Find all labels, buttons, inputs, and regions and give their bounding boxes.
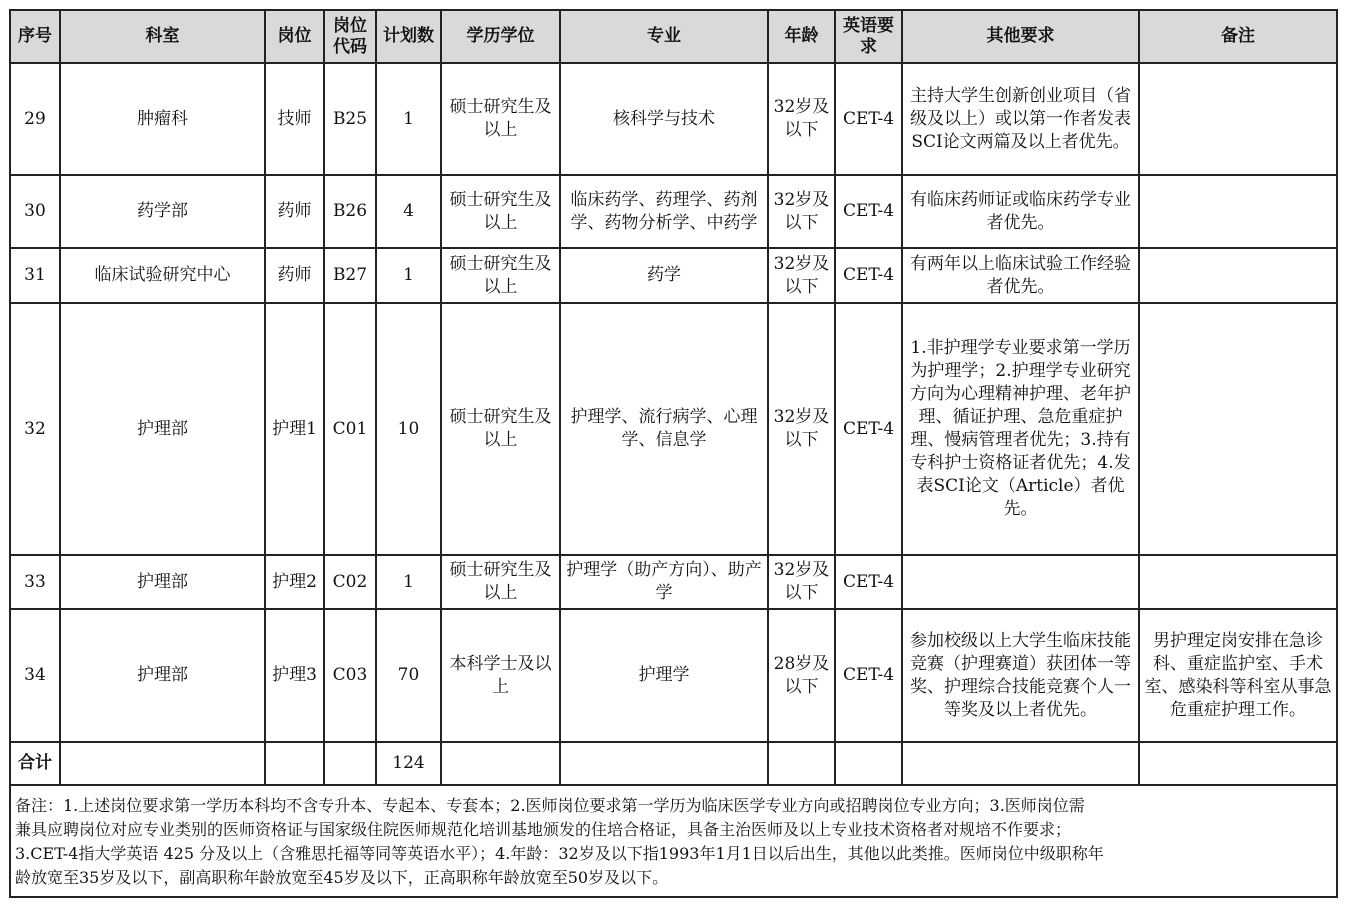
cell-english: CET-4 [835,63,902,175]
table-row [10,63,1337,175]
cell-edu: 硕士研究生及以上 [441,63,560,175]
cell-remark [1139,555,1337,609]
note-line: 兼具应聘岗位对应专业类别的医师资格证与国家级住院医师规范化培训基地颁发的住培合格证，具备主治医师及以上专业技术资格者对规培不作要求； [15,820,1072,839]
cell-major: 核科学与技术 [560,63,768,175]
table-row [10,248,1337,303]
cell-edu: 硕士研究生及以上 [441,175,560,248]
header-edu: 学历学位 [441,10,560,63]
cell-post: 护理1 [265,303,324,555]
cell-plan: 1 [376,555,441,609]
header-row [10,10,1337,63]
total-empty [1139,742,1337,785]
header-post: 岗位 [265,10,324,63]
cell-dept: 护理部 [60,303,265,555]
total-empty [265,742,324,785]
header-english: 英语要求 [835,10,902,63]
cell-age: 32岁及以下 [768,63,835,175]
cell-major: 药学 [560,248,768,303]
header-code: 岗位代码 [324,10,376,63]
total-empty [560,742,768,785]
cell-plan: 70 [376,609,441,742]
recruitment-table [9,9,1338,898]
cell-seq: 34 [10,609,60,742]
cell-major: 护理学（助产方向）、助产学 [560,555,768,609]
cell-seq: 29 [10,63,60,175]
cell-other [902,555,1139,609]
cell-english: CET-4 [835,248,902,303]
header-age: 年龄 [768,10,835,63]
note-line: 备注：1.上述岗位要求第一学历本科均不含专升本、专起本、专套本；2.医师岗位要求第一学历为临床医学专业方向或招聘岗位专业方向；3.医师岗位需 [15,796,1085,815]
cell-seq: 30 [10,175,60,248]
cell-seq: 33 [10,555,60,609]
cell-seq: 32 [10,303,60,555]
header-dept: 科室 [60,10,265,63]
header-other: 其他要求 [902,10,1139,63]
total-plan: 124 [376,742,441,785]
cell-seq: 31 [10,248,60,303]
cell-major: 护理学 [560,609,768,742]
cell-post: 药师 [265,175,324,248]
cell-post: 护理3 [265,609,324,742]
cell-dept: 药学部 [60,175,265,248]
total-empty [902,742,1139,785]
cell-english: CET-4 [835,555,902,609]
cell-code: B26 [324,175,376,248]
total-empty [324,742,376,785]
cell-dept: 肿瘤科 [60,63,265,175]
table-row [10,555,1337,609]
cell-age: 32岁及以下 [768,175,835,248]
cell-code: C02 [324,555,376,609]
cell-dept: 护理部 [60,609,265,742]
cell-age: 28岁及以下 [768,609,835,742]
note-cell [10,785,1337,897]
cell-english: CET-4 [835,303,902,555]
header-major: 专业 [560,10,768,63]
cell-plan: 1 [376,63,441,175]
cell-other: 有两年以上临床试验工作经验者优先。 [902,248,1139,303]
cell-edu: 硕士研究生及以上 [441,555,560,609]
cell-remark [1139,175,1337,248]
cell-major: 护理学、流行病学、心理学、信息学 [560,303,768,555]
cell-english: CET-4 [835,175,902,248]
total-empty [768,742,835,785]
header-plan: 计划数 [376,10,441,63]
note-line: 龄放宽至35岁及以下，副高职称年龄放宽至45岁及以下，正高职称年龄放宽至50岁及以下。 [15,868,669,887]
cell-plan: 1 [376,248,441,303]
cell-remark [1139,248,1337,303]
cell-other: 1.非护理学专业要求第一学历为护理学；2.护理学专业研究方向为心理精神护理、老年护理、循证护理、急危重症护理、慢病管理者优先；3.持有专科护士资格证者优先；4.发表SCI论文（Article）者优先。 [902,303,1139,555]
total-empty [441,742,560,785]
cell-age: 32岁及以下 [768,303,835,555]
cell-post: 技师 [265,63,324,175]
cell-other: 主持大学生创新创业项目（省级及以上）或以第一作者发表SCI论文两篇及以上者优先。 [902,63,1139,175]
cell-dept: 临床试验研究中心 [60,248,265,303]
cell-code: C03 [324,609,376,742]
cell-post: 护理2 [265,555,324,609]
cell-post: 药师 [265,248,324,303]
cell-edu: 硕士研究生及以上 [441,303,560,555]
cell-age: 32岁及以下 [768,555,835,609]
cell-dept: 护理部 [60,555,265,609]
table-row [10,303,1337,555]
cell-plan: 4 [376,175,441,248]
table-row [10,175,1337,248]
cell-remark [1139,63,1337,175]
total-row [10,742,1337,785]
cell-age: 32岁及以下 [768,248,835,303]
cell-edu: 硕士研究生及以上 [441,248,560,303]
cell-english: CET-4 [835,609,902,742]
note-row [10,785,1337,897]
table-row [10,609,1337,742]
cell-code: B25 [324,63,376,175]
cell-major: 临床药学、药理学、药剂学、药物分析学、中药学 [560,175,768,248]
cell-remark: 男护理定岗安排在急诊科、重症监护室、手术室、感染科等科室从事急危重症护理工作。 [1139,609,1337,742]
cell-edu: 本科学士及以上 [441,609,560,742]
total-label: 合计 [10,742,60,785]
cell-other: 有临床药师证或临床药学专业者优先。 [902,175,1139,248]
total-empty [835,742,902,785]
cell-other: 参加校级以上大学生临床技能竞赛（护理赛道）获团体一等奖、护理综合技能竞赛个人一等奖及以上者优先。 [902,609,1139,742]
cell-plan: 10 [376,303,441,555]
cell-code: B27 [324,248,376,303]
note-line: 3.CET-4指大学英语 425 分及以上（含雅思托福等同等英语水平）；4.年龄：32岁及以下指1993年1月1日以后出生，其他以此类推。医师岗位中级职称年 [15,844,1104,863]
header-seq: 序号 [10,10,60,63]
total-empty [60,742,265,785]
cell-remark [1139,303,1337,555]
cell-code: C01 [324,303,376,555]
header-remark: 备注 [1139,10,1337,63]
